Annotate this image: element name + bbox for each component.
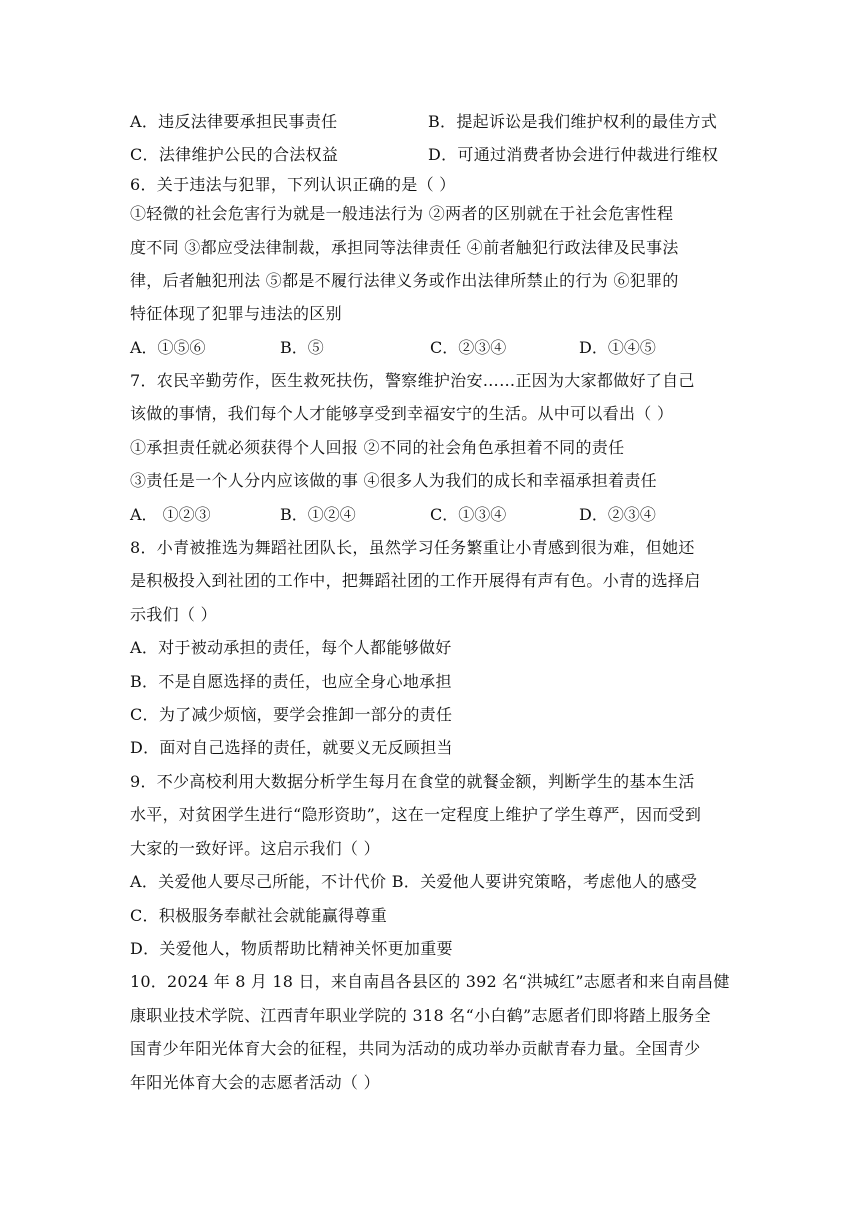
q7-body-line: ③责任是一个人分内应该做的事 ④很多人为我们的成长和幸福承担着责任: [130, 471, 657, 490]
q9-option-c: C．积极服务奉献社会就能赢得尊重: [130, 906, 388, 925]
q7-option-b: B．①②④: [280, 505, 356, 524]
q8-option-b: B．不是自愿选择的责任，也应全身心地承担: [130, 672, 452, 691]
q5-option-c: C．法律维护公民的合法权益: [130, 145, 339, 164]
q6-options: [130, 337, 730, 359]
q7-stem-line: 7．农民辛勤劳作，医生救死扶伤，警察维护治安……正因为大家都做好了自己: [130, 371, 695, 390]
q6-option-c: C．②③④: [430, 338, 507, 357]
q6-body-line: 律，后者触犯刑法 ⑤都是不履行法律义务或作出法律所禁止的行为 ⑥犯罪的: [130, 271, 679, 290]
q7-option-a: A． ①②③: [130, 505, 211, 524]
q9-option-d: D．关爱他人，物质帮助比精神关怀更加重要: [130, 939, 453, 958]
q8-option-a: A．对于被动承担的责任，每个人都能够做好: [130, 638, 452, 657]
q5-option-b: B．提起诉讼是我们维护权利的最佳方式: [428, 112, 718, 131]
q8-option-d: D．面对自己选择的责任，就要义无反顾担当: [130, 738, 453, 757]
q8-stem-line: 8．小青被推选为舞蹈社团队长，虽然学习任务繁重让小青感到很为难，但她还: [130, 538, 695, 557]
q6-option-d: D．①④⑤: [579, 338, 656, 357]
q7-option-c: C．①③④: [430, 505, 507, 524]
q8-stem-line: 是积极投入到社团的工作中，把舞蹈社团的工作开展得有声有色。小青的选择启: [130, 571, 701, 590]
q5-option-d: D．可通过消费者协会进行仲裁进行维权: [428, 145, 719, 164]
q10-stem-line: 康职业技术学院、江西青年职业学院的 318 名“小白鹤”志愿者们即将踏上服务全: [130, 1006, 711, 1025]
q7-stem-line: 该做的事情，我们每个人才能够享受到幸福安宁的生活。从中可以看出（ ）: [130, 404, 674, 423]
q8-stem-line: 示我们（ ）: [130, 605, 217, 624]
q7-body-line: ①承担责任就必须获得个人回报 ②不同的社会角色承担着不同的责任: [130, 438, 625, 457]
q9-option-ab: A．关爱他人要尽己所能，不计代价 B．关爱他人要讲究策略，考虑他人的感受: [130, 872, 698, 891]
q5-option-a: A．违反法律要承担民事责任: [130, 112, 338, 131]
q6-body-line: 度不同 ③都应受法律制裁，承担同等法律责任 ④前者触犯行政法律及民事法: [130, 238, 679, 257]
q8-option-c: C．为了减少烦恼，要学会推卸一部分的责任: [130, 705, 453, 724]
q6-body-line: 特征体现了犯罪与违法的区别: [130, 304, 342, 323]
q10-stem-line: 年阳光体育大会的志愿者活动（ ）: [130, 1073, 380, 1092]
q10-stem-line: 国青少年阳光体育大会的征程，共同为活动的成功举办贡献青春力量。全国青少: [130, 1039, 701, 1058]
q6-body-line: ①轻微的社会危害行为就是一般违法行为 ②两者的区别就在于社会危害性程: [130, 204, 674, 223]
q10-stem-line: 10．2024 年 8 月 18 日，来自南昌各县区的 392 名“洪城红”志愿者和来自南昌健: [130, 972, 730, 991]
q6-option-b: B．⑤: [280, 338, 324, 357]
q7-option-d: D．②③④: [579, 505, 656, 524]
q6-stem: 6．关于违法与犯罪，下列认识正确的是（ ）: [130, 175, 456, 194]
q9-stem-line: 水平，对贫困学生进行“隐形资助”，这在一定程度上维护了学生尊严，因而受到: [130, 805, 702, 824]
q7-options: [130, 504, 730, 526]
q6-option-a: A．①⑤⑥: [130, 338, 206, 357]
q9-stem-line: 9．不少高校利用大数据分析学生每月在食堂的就餐金额，判断学生的基本生活: [130, 772, 695, 791]
q9-stem-line: 大家的一致好评。这启示我们（ ）: [130, 839, 380, 858]
